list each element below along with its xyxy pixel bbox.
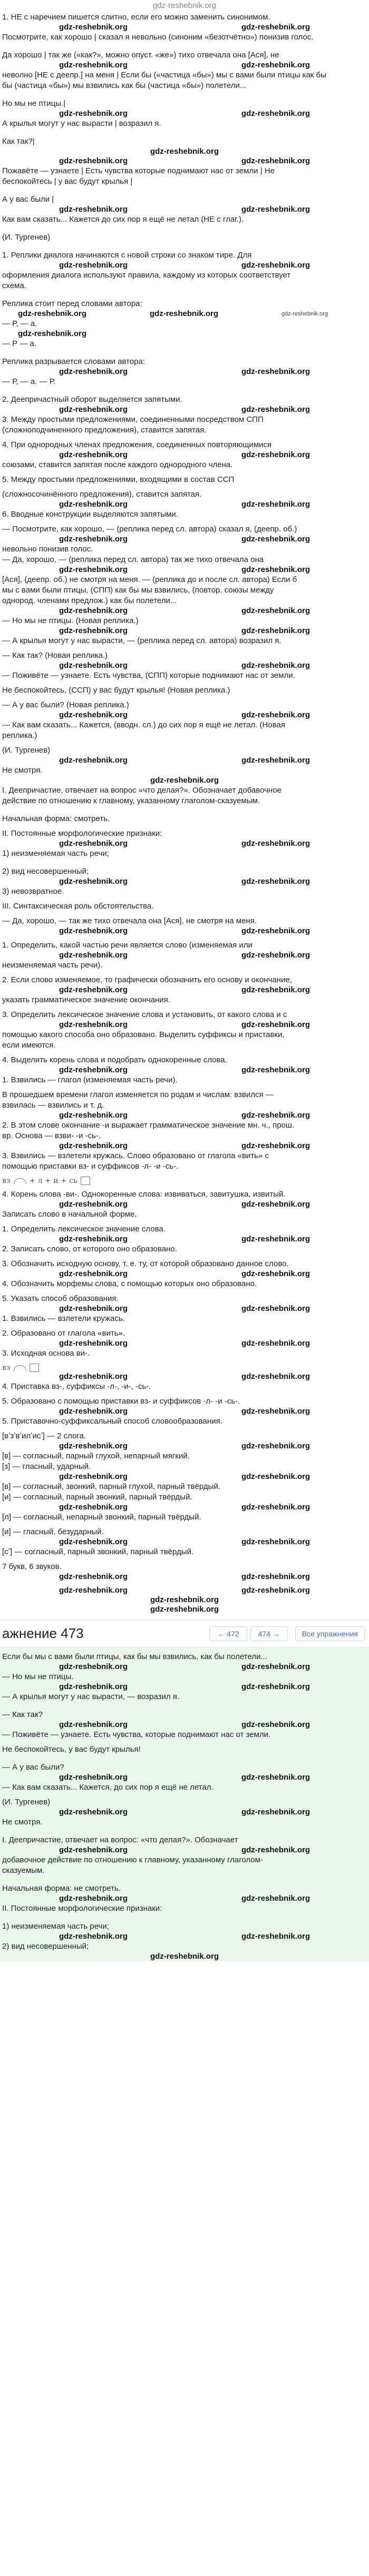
watermark: gdz-reshebnik.org (59, 1537, 128, 1546)
watermark-row (2, 1773, 367, 1782)
text-line: А крылья могут у нас вырасти | возразил я. (2, 119, 161, 128)
text-line: 4. Обозначить морфемы слова, с помощью которых оно образовано. (2, 1279, 257, 1288)
ending-box (30, 1364, 39, 1372)
text-line: — Р — а. (2, 339, 37, 348)
text-line: — Как так? (Новая реплика.) (2, 651, 108, 660)
text-line: 3. Между простыми предложениями, соединенными посредством СПП (2, 415, 264, 424)
text-line: Не смотря. (2, 766, 43, 775)
text-line: действие по отношению к главному, указанному глаголом-сказуемым. (2, 796, 260, 805)
text-line: I. Деепричастие, отвечает на вопрос: «что делая?». Обозначает (2, 1835, 238, 1844)
watermark: gdz-reshebnik.org (241, 951, 310, 960)
text-line: 2. Записать слово, от которого оно образовано. (2, 1245, 177, 1254)
text-line: беспокойтесь | у вас будут крылья | (2, 177, 133, 186)
watermark-row (2, 1472, 367, 1482)
text-line: Не беспокойтесь, (ССП) у вас будут крылья! (Новая реплика.) (2, 686, 230, 695)
watermark-row (2, 1808, 367, 1817)
text-line: Записать слово в начальной форме. (2, 1210, 137, 1219)
text-line: (И. Тургенев) (2, 746, 51, 755)
watermark-row (2, 1111, 367, 1120)
watermark: gdz-reshebnik.org (59, 1808, 128, 1817)
watermark: gdz-reshebnik.org (59, 1682, 128, 1691)
text-line: — Как вам сказать... Кажется, (вводн. сл.) до сих пор я ещё не летал. (Новая (2, 721, 285, 729)
text-line: помощью какого способа оно образовано. Выделить суффиксы и приставки, (2, 1030, 285, 1039)
watermark: gdz-reshebnik.org (59, 367, 128, 376)
text-line: Реплика разрывается словами автора: (2, 357, 145, 366)
watermark: gdz-reshebnik.org (241, 985, 310, 994)
text-line: 1) неизменяемая часть речи; (2, 849, 109, 858)
exercise-title: ажнение 473 (2, 1625, 84, 1641)
watermark: gdz-reshebnik.org (59, 756, 128, 765)
watermark: gdz-reshebnik.org (150, 1952, 219, 1961)
watermark: gdz-reshebnik.org (241, 756, 310, 765)
text-line: Не смотря. (2, 1818, 43, 1827)
text-line: 3. Обозначить исходную основу, т. е. ту, от которой образовано данное слово. (2, 1259, 289, 1268)
watermark: gdz-reshebnik.org (59, 606, 128, 615)
text-line: 4. Корень слова -ви-. Однокоренные слова: извиваться, завитушка, извитый. (2, 1190, 286, 1199)
watermark: gdz-reshebnik.org (59, 23, 128, 32)
text-line: невольно понизив голос. (2, 545, 93, 554)
text-line: — А крылья могут у нас вырасти, — возразил я. (2, 1692, 180, 1701)
watermark-row (2, 405, 367, 414)
watermark: gdz-reshebnik.org (241, 1235, 310, 1243)
watermark-row (2, 661, 367, 670)
watermark: gdz-reshebnik.org (150, 147, 219, 156)
watermark: gdz-reshebnik.org (59, 1845, 128, 1854)
text-line: — А крылья могут у нас вырасти, — (реплика перед сл. автора) возразил я. (2, 636, 281, 645)
text-line: [в] — согласный, парный глухой, непарный мягкий. (2, 1452, 190, 1460)
text-line: Но мы не птицы.| (2, 99, 66, 108)
text-line: [и] — согласный, парный звонкий, парный твёрдый. (2, 1493, 192, 1502)
text-line: II. Постоянные морфологические признаки: (2, 829, 162, 838)
text-line: Если бы мы с вами были птицы, как бы мы взвились, как бы полетели... (2, 1652, 267, 1661)
text-line: 7 букв, 6 звуков. (2, 1562, 62, 1571)
text-line: 1) неизменяемая часть речи; (2, 1922, 109, 1931)
text-line: В прошедшем времени глагол изменяется по родам и числам: взвился — (2, 1090, 274, 1099)
watermark: gdz-reshebnik.org (59, 1503, 128, 1512)
watermark: gdz-reshebnik.org (241, 500, 310, 509)
watermark: gdz-reshebnik.org (241, 1720, 310, 1729)
text-line: мы с вами были птицы, (СПП) как бы мы взвились, (повтор. союзы между (2, 586, 274, 595)
watermark: gdz-reshebnik.org (59, 626, 128, 635)
watermark-row (2, 535, 367, 544)
watermark-row (2, 261, 367, 270)
watermark-row (2, 367, 367, 377)
text-line: [в] — согласный, звонкий, парный глухой, парный твёрдый. (2, 1482, 221, 1491)
root-arc (14, 1365, 26, 1371)
watermark: gdz-reshebnik.org (241, 535, 310, 544)
watermark-row (2, 1845, 367, 1855)
watermark: gdz-reshebnik.org (241, 1269, 310, 1278)
watermark-row (2, 710, 367, 720)
watermark: gdz-reshebnik.org (241, 1773, 310, 1782)
watermark: gdz-reshebnik.org (241, 23, 310, 32)
text-line: — Р, — а. (2, 319, 37, 328)
watermark-row (2, 1662, 367, 1672)
watermark-row (2, 1605, 367, 1614)
watermark: gdz-reshebnik.org (241, 839, 310, 848)
text-line: 3) невозвратное. (2, 887, 64, 896)
text-line: [з] — гласный, ударный. (2, 1462, 91, 1471)
text-line: 1. Определить, какой частью речи является слово (изменяемая или (2, 941, 253, 950)
watermark-row (2, 147, 367, 156)
watermark-row (2, 205, 367, 214)
watermark-row (2, 756, 367, 765)
watermark-row (2, 1586, 367, 1595)
watermark: gdz-reshebnik.org (59, 535, 128, 544)
text-line: оформления диалога используют правила, каждому из которых соответствует (2, 271, 291, 280)
watermark: gdz-reshebnik.org (59, 1773, 128, 1782)
watermark-row (2, 1269, 367, 1279)
watermark: gdz-reshebnik.org (59, 205, 128, 214)
text-line: если имеются. (2, 1041, 56, 1050)
watermark: gdz-reshebnik.org (59, 1472, 128, 1481)
watermark: gdz-reshebnik.org (241, 109, 310, 118)
watermark: gdz-reshebnik.org (241, 205, 310, 214)
watermark: gdz-reshebnik.org (59, 109, 128, 118)
watermark: gdz-reshebnik.org (241, 661, 310, 670)
watermark: gdz-reshebnik.org (18, 309, 87, 318)
next-exercise-button[interactable]: 474 → (250, 1626, 288, 1641)
prefix-mark: вз (2, 1364, 11, 1372)
text-line: схема. (2, 281, 26, 290)
text-line: — А у вас были? (Новая реплика.) (2, 700, 129, 709)
watermark: gdz-reshebnik.org (150, 776, 219, 785)
watermark: gdz-reshebnik.org (241, 1572, 310, 1581)
text-line: Как так?| (2, 137, 35, 146)
site-header: gdz-reshebnik.org (152, 1, 217, 10)
watermark: gdz-reshebnik.org (59, 951, 128, 960)
text-line: 4. При однородных членах предложения, соединенных повторяющимися (2, 440, 272, 449)
watermark: gdz-reshebnik.org (59, 1065, 128, 1074)
watermark: gdz-reshebnik.org (241, 626, 310, 635)
watermark: gdz-reshebnik.org (59, 1304, 128, 1313)
watermark: gdz-reshebnik.org (241, 450, 310, 459)
watermark: gdz-reshebnik.org (241, 1472, 310, 1481)
watermark: gdz-reshebnik.org (241, 565, 310, 574)
watermark-row (2, 1407, 367, 1416)
text-line: добавочное действие по отношению к главному, указанному глаголом- (2, 1855, 263, 1864)
watermark: gdz-reshebnik.org (59, 661, 128, 670)
watermark: gdz-reshebnik.org (241, 926, 310, 935)
text-line: Пожавёте — узнаете | Есть чувства которые поднимают нас от земли | Не (2, 166, 275, 175)
text-line: 5. Указать способ образования. (2, 1294, 119, 1303)
watermark-row (2, 839, 367, 848)
watermark-row (2, 1020, 367, 1030)
watermark: gdz-reshebnik.org (59, 1200, 128, 1209)
watermark: gdz-reshebnik.org (59, 985, 128, 994)
watermark: gdz-reshebnik.org (18, 329, 87, 338)
watermark: gdz-reshebnik.org (59, 1662, 128, 1671)
watermark-row (2, 951, 367, 960)
watermark: gdz-reshebnik.org (241, 1304, 310, 1313)
watermark: gdz-reshebnik.org (150, 1605, 219, 1614)
text-line: — А у вас были? (2, 1763, 64, 1772)
text-line: — Да, хорошо, — (реплика перед сл. автора) так же тихо отвечала она (2, 555, 264, 564)
watermark: gdz-reshebnik.org (241, 1442, 310, 1450)
text-line: 3. Взвились — взлетели кружась. Слово образовано от глагола «вить» с (2, 1151, 269, 1160)
watermark: gdz-reshebnik.org (241, 1586, 310, 1595)
text-line: неволно [НЕ с деепр.] на меня | Если бы («частица «бы») мы с вами были птицы как бы (2, 71, 326, 80)
watermark: gdz-reshebnik.org (59, 1141, 128, 1150)
text-line: 4. Приставка вз-, суффиксы -л-, -и-, -сь-. (2, 1382, 151, 1391)
text-line: [Ася], (деепр. об.) не смотря на меня. — (реплика до и после сл. автора) Если б (2, 575, 297, 584)
watermark-row (2, 1372, 367, 1381)
watermark: gdz-reshebnik.org (241, 1894, 310, 1903)
watermark: gdz-reshebnik.org (59, 1269, 128, 1278)
watermark-row (2, 606, 367, 616)
watermark-row (2, 776, 367, 785)
text-line: — Р, — а. — Р. (2, 377, 56, 386)
watermark: gdz-reshebnik.org (241, 1682, 310, 1691)
watermark: gdz-reshebnik.org (241, 710, 310, 719)
text-line: [сʼ] — согласный, парный звонкий, парный твёрдый. (2, 1547, 194, 1556)
watermark: gdz-reshebnik.org (59, 1894, 128, 1903)
watermark: gdz-reshebnik.org (59, 1235, 128, 1243)
watermark: gdz-reshebnik.org (59, 1572, 128, 1581)
text-line: 1. НЕ с наречием пишется слитно, если его можно заменить синонимом. (2, 13, 270, 22)
text-line: 2) вид несовершенный; (2, 1942, 89, 1951)
watermark-row (2, 61, 367, 70)
watermark: gdz-reshebnik.org (241, 1662, 310, 1671)
watermark: gdz-reshebnik.org (150, 1595, 219, 1604)
watermark: gdz-reshebnik.org (59, 1020, 128, 1029)
text-line: 2. Деепричастный оборот выделяется запятыми. (2, 395, 182, 404)
text-line: — Поживёте — узнаете. Есть чувства, которые поднимают нас от земли. (2, 1730, 271, 1739)
watermark: gdz-reshebnik.org (59, 61, 128, 70)
text-line: 1. Взвились — глагол (изменяемая часть речи). (2, 1075, 178, 1084)
text-line: — Но мы не птицы. (2, 1672, 74, 1681)
watermark-row (2, 1595, 367, 1605)
watermark-row (2, 877, 367, 886)
watermark: gdz-reshebnik.org (59, 1586, 128, 1595)
watermark: gdz-reshebnik.org (241, 1407, 310, 1416)
watermark: gdz-reshebnik.org (59, 926, 128, 935)
root-arc (14, 1178, 26, 1184)
watermark: gdz-reshebnik.org (241, 156, 310, 165)
text-line: — Да, хорошо, — так же тихо отвечала она [Ася], не смотря на меня. (2, 916, 257, 925)
text-line: реплика.) (2, 731, 37, 740)
text-line: 5. Приставочно-суффиксальный способ словообразования. (2, 1417, 222, 1426)
exercise-nav (209, 1626, 365, 1641)
text-line: I. Деепричастие, отвечает на вопрос «что делая?». Обозначает добавочное (2, 786, 281, 795)
watermark: gdz-reshebnik.org (241, 1845, 310, 1854)
text-line: 4. Выделить корень слова и подобрать однокоренные слова. (2, 1055, 227, 1064)
watermark: gdz-reshebnik.org (59, 450, 128, 459)
watermark-row (2, 1932, 367, 1941)
watermark-row (2, 450, 367, 460)
text-line: бы (частица «бы») мы взвились как бы (частица «бы») полетели... (2, 81, 247, 90)
watermark-row (2, 309, 367, 319)
text-line: — Но мы не птицы. (Новая реплика.) (2, 616, 139, 625)
watermark-row (2, 1537, 367, 1547)
watermark: gdz-reshebnik.org (59, 261, 128, 270)
text-line: — Как вам сказать... Кажется, до сих пор я ещё не летал. (2, 1783, 213, 1792)
text-line: 1. Взвились — взлетели кружась. (2, 1314, 125, 1323)
watermark-row (2, 109, 367, 119)
text-line: (сложносочинённого предложения), ставится запятая. (2, 490, 202, 499)
derivation-scheme (2, 1364, 39, 1372)
text-line: 2) вид несовершенный; (2, 867, 89, 876)
answer-block (0, 1647, 369, 1961)
text-line: союзами, ставится запятая после каждого однородного члена. (2, 460, 233, 469)
text-line: Да хорошо | так же («как?», можно опуст. «же») тихо отвечала она [Ася], не (2, 51, 279, 60)
watermark-row (2, 1200, 367, 1209)
text-line: Начальная форма: не смотреть. (2, 1884, 121, 1893)
watermark-row (2, 565, 367, 575)
watermark-row (2, 329, 367, 339)
watermark: gdz-reshebnik.org (241, 1808, 310, 1817)
watermark: gdz-reshebnik.org (59, 1407, 128, 1416)
watermark: gdz-reshebnik.org (281, 311, 328, 317)
exercise-header (0, 1620, 369, 1647)
watermark: gdz-reshebnik.org (241, 1339, 310, 1348)
watermark-row (2, 926, 367, 936)
watermark-row (2, 1572, 367, 1582)
watermark-row (2, 1720, 367, 1730)
text-line: сказуемым. (2, 1866, 45, 1875)
text-line: 2. В этом слове окончание -и выражает грамматическое значение мн. ч., прош. (2, 1121, 295, 1130)
text-line: (сложноподчиненного предложения), ставится запятая. (2, 426, 207, 435)
watermark-row (2, 1304, 367, 1314)
text-line: А у вас были | (2, 195, 54, 204)
text-line: [л] — согласный, непарный звонкий, парный твёрдый. (2, 1513, 201, 1522)
watermark: gdz-reshebnik.org (150, 309, 219, 318)
text-line: вр. Основа — взви- -и -сь-. (2, 1131, 101, 1140)
text-line: [и] — гласный, безударный. (2, 1527, 104, 1536)
watermark-row (2, 1141, 367, 1151)
watermark-row (2, 1235, 367, 1244)
watermark: gdz-reshebnik.org (59, 710, 128, 719)
watermark: gdz-reshebnik.org (59, 565, 128, 574)
ending-box (81, 1177, 90, 1185)
watermark: gdz-reshebnik.org (241, 1932, 310, 1941)
watermark-row (2, 156, 367, 166)
text-line: — Поживёте — узнаете. Есть чувства, (СПП) которые поднимают нас от земли. (2, 671, 295, 680)
text-line: 3. Исходная основа ви-. (2, 1349, 90, 1358)
text-line: [вʼзʼвʼилʼисʼ] — 2 слога. (2, 1432, 86, 1440)
watermark: gdz-reshebnik.org (241, 1065, 310, 1074)
watermark-row (2, 985, 367, 995)
watermark-row (2, 626, 367, 636)
watermark: gdz-reshebnik.org (59, 1442, 128, 1450)
text-line: неизменяемая часть речи). (2, 961, 103, 970)
text-line: 5. Между простыми предложениями, входящими в состав ССП (2, 475, 235, 484)
main-content (0, 12, 369, 1614)
morpheme-scheme (2, 1177, 90, 1185)
watermark-row (2, 1952, 367, 1961)
text-line: (И. Тургенев) (2, 233, 51, 242)
watermark: gdz-reshebnik.org (59, 877, 128, 886)
watermark: gdz-reshebnik.org (241, 1111, 310, 1120)
text-line: — Как так? (2, 1710, 43, 1719)
suffix-mark: + л + и + сь (29, 1177, 77, 1185)
text-line: Реплика стоит перед словами автора: (2, 299, 142, 308)
watermark-row (2, 23, 367, 32)
text-line: — Посмотрите, как хорошо, — (реплика перед сл. автора) сказал я, (деепр. об.) (2, 525, 297, 534)
watermark: gdz-reshebnik.org (59, 500, 128, 509)
watermark: gdz-reshebnik.org (241, 405, 310, 414)
watermark: gdz-reshebnik.org (241, 1141, 310, 1150)
watermark: gdz-reshebnik.org (241, 1200, 310, 1209)
watermark: gdz-reshebnik.org (241, 261, 310, 270)
watermark: gdz-reshebnik.org (241, 877, 310, 886)
text-line: 2. Если слово изменяемое, то графически обозначить его основу и окончание, (2, 975, 292, 984)
watermark: gdz-reshebnik.org (59, 156, 128, 165)
watermark-row (2, 1894, 367, 1903)
text-line: взвилась — взвились и т. д. (2, 1101, 104, 1110)
text-line: указать грамматическое значение окончания. (2, 995, 170, 1004)
text-line: Посмотрите, как хорошо | сказал я невольно (синоним «безотчётно») понизив голос. (2, 33, 314, 42)
watermark: gdz-reshebnik.org (59, 1111, 128, 1120)
text-line: (И. Тургенев) (2, 1798, 51, 1807)
prefix-mark: вз (2, 1177, 11, 1185)
watermark-row (2, 1682, 367, 1692)
watermark: gdz-reshebnik.org (241, 61, 310, 70)
watermark: gdz-reshebnik.org (241, 367, 310, 376)
watermark-row (2, 1339, 367, 1348)
watermark: gdz-reshebnik.org (241, 1503, 310, 1512)
watermark: gdz-reshebnik.org (59, 839, 128, 848)
watermark: gdz-reshebnik.org (241, 606, 310, 615)
text-line: однород. членами предлож.) как бы полетели... (2, 596, 177, 605)
watermark: gdz-reshebnik.org (241, 1372, 310, 1381)
text-line: Начальная форма: смотреть. (2, 814, 110, 823)
watermark: gdz-reshebnik.org (59, 1339, 128, 1348)
text-line: 6. Вводные конструкции выделяются запятыми. (2, 510, 178, 519)
text-line: Не беспокойтесь, у вас будут крылья! (2, 1745, 141, 1754)
text-line: II. Постоянные морфологические признаки: (2, 1904, 162, 1913)
watermark-row (2, 500, 367, 509)
text-line: 1. Реплики диалога начинаются с новой строки со знаком тире. Для (2, 251, 252, 260)
text-line: 3. Определить лексическое значение слова и установить, от какого слова и с (2, 1010, 287, 1019)
watermark: gdz-reshebnik.org (59, 1372, 128, 1381)
watermark: gdz-reshebnik.org (241, 1537, 310, 1546)
all-exercises-button[interactable]: Все упражнения (295, 1626, 365, 1641)
watermark: gdz-reshebnik.org (59, 1932, 128, 1941)
watermark-row (2, 1065, 367, 1075)
text-line: 1. Определить лексическое значение слова. (2, 1225, 166, 1233)
watermark-row (2, 1442, 367, 1451)
text-line: Как вам сказать... Кажется до сих пор я ещё не летал (НЕ с глаг.). (2, 215, 244, 224)
watermark: gdz-reshebnik.org (59, 1720, 128, 1729)
text-line: III. Синтаксическая роль обстоятельства. (2, 902, 154, 911)
watermark: gdz-reshebnik.org (59, 405, 128, 414)
text-line: 5. Образовано с помощью приставки вз- и суффиксов -л- -и -сь-. (2, 1397, 240, 1406)
text-line: помощью приставки вз- и суффиксов -л- -и -сь-. (2, 1162, 179, 1171)
text-line: 2. Образовано от глагола «вить». (2, 1329, 125, 1338)
watermark: gdz-reshebnik.org (241, 1020, 310, 1029)
prev-exercise-button[interactable]: ← 472 (209, 1626, 247, 1641)
watermark-row (2, 1503, 367, 1512)
